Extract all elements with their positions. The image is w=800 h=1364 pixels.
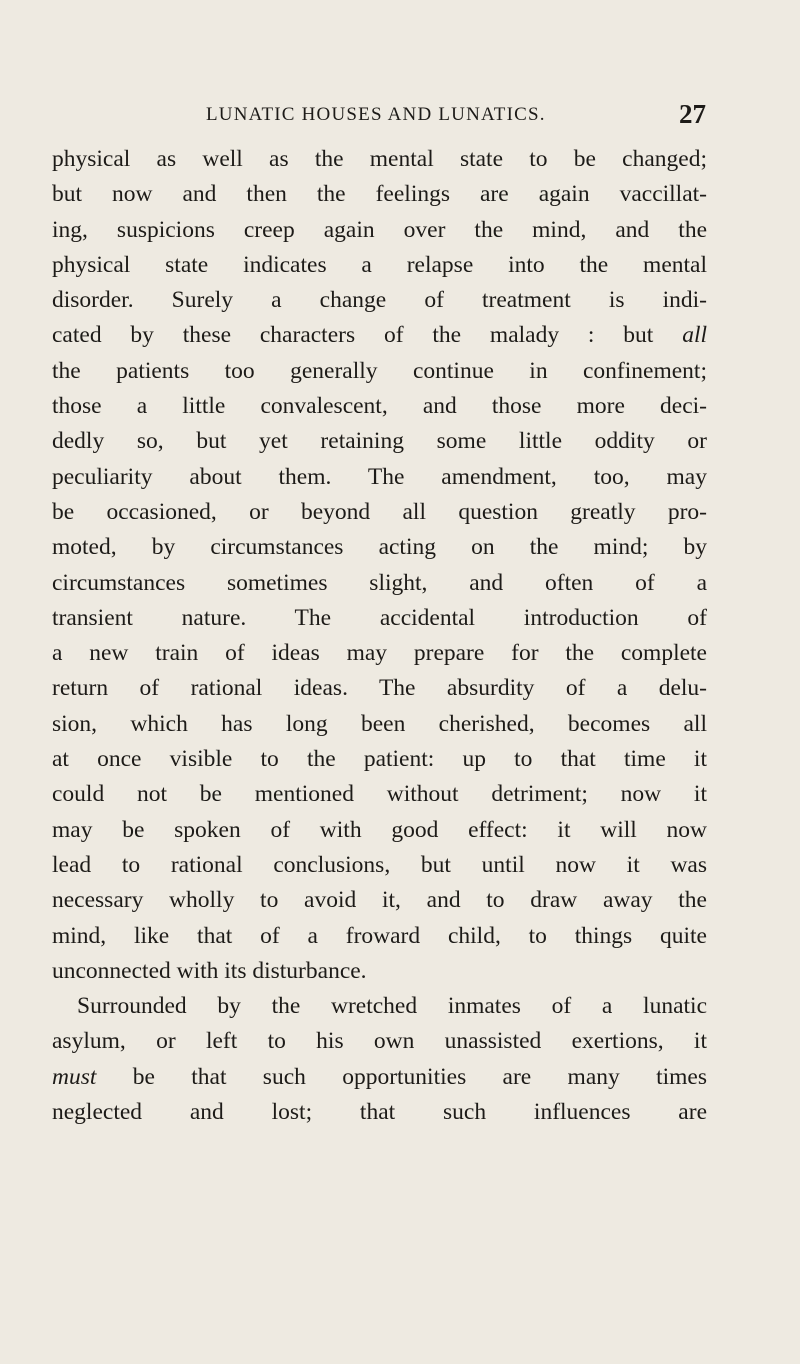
text-line: Surrounded by the wretched inmates of a lunatic [77,993,707,1020]
text-line: unconnected with its disturbance. [52,957,367,984]
text-line: dedly so, but yet retaining some little oddity or [52,428,707,455]
text-line: disorder. Surely a change of treatment is indi- [52,287,707,314]
text-line: return of rational ideas. The absurdity of a delu- [52,675,707,702]
text-line: ing, suspicions creep again over the mind, and the [52,216,707,243]
body-text [52,142,707,1130]
text-line: be occasioned, or beyond all question greatly pro- [52,498,707,525]
text-line: could not be mentioned without detriment; now it [52,781,707,808]
text-line: may be spoken of with good effect: it will now [52,816,707,843]
text-line: sion, which has long been cherished, becomes all [52,710,707,737]
text-line: transient nature. The accidental introduction of [52,604,707,631]
text-line: physical state indicates a relapse into the mental [52,251,707,278]
emphasis: all [682,322,707,349]
running-header [206,99,706,134]
text-line: physical as well as the mental state to be changed; [52,146,707,172]
text-line: at once visible to the patient: up to that time it [52,746,707,773]
text-line: those a little convalescent, and those more deci- [52,393,707,420]
text-line: neglected and lost; that such influences are [52,1099,707,1126]
text-line: necessary wholly to avoid it, and to draw away the [52,887,707,914]
text-line: circumstances sometimes slight, and often of a [52,569,707,596]
text-line: cated by these characters of the malady : but all [52,322,707,349]
text-line: a new train of ideas may prepare for the complete [52,640,707,667]
page-number: 27 [679,99,706,129]
text-line: but now and then the feelings are again vaccillat- [52,181,707,208]
running-title: LUNATIC HOUSES AND LUNATICS. [206,104,546,125]
text-line: the patients too generally continue in confinement; [52,357,707,384]
text-line: mind, like that of a froward child, to things quite [52,922,707,949]
text-line: moted, by circumstances acting on the mind; by [52,534,707,561]
text-line: lead to rational conclusions, but until now it was [52,851,707,878]
text-line: must be that such opportunities are many times [52,1063,707,1090]
text-line: asylum, or left to his own unassisted exertions, it [52,1028,707,1055]
emphasis: must [52,1063,97,1090]
text-line: peculiarity about them. The amendment, too, may [52,463,707,490]
